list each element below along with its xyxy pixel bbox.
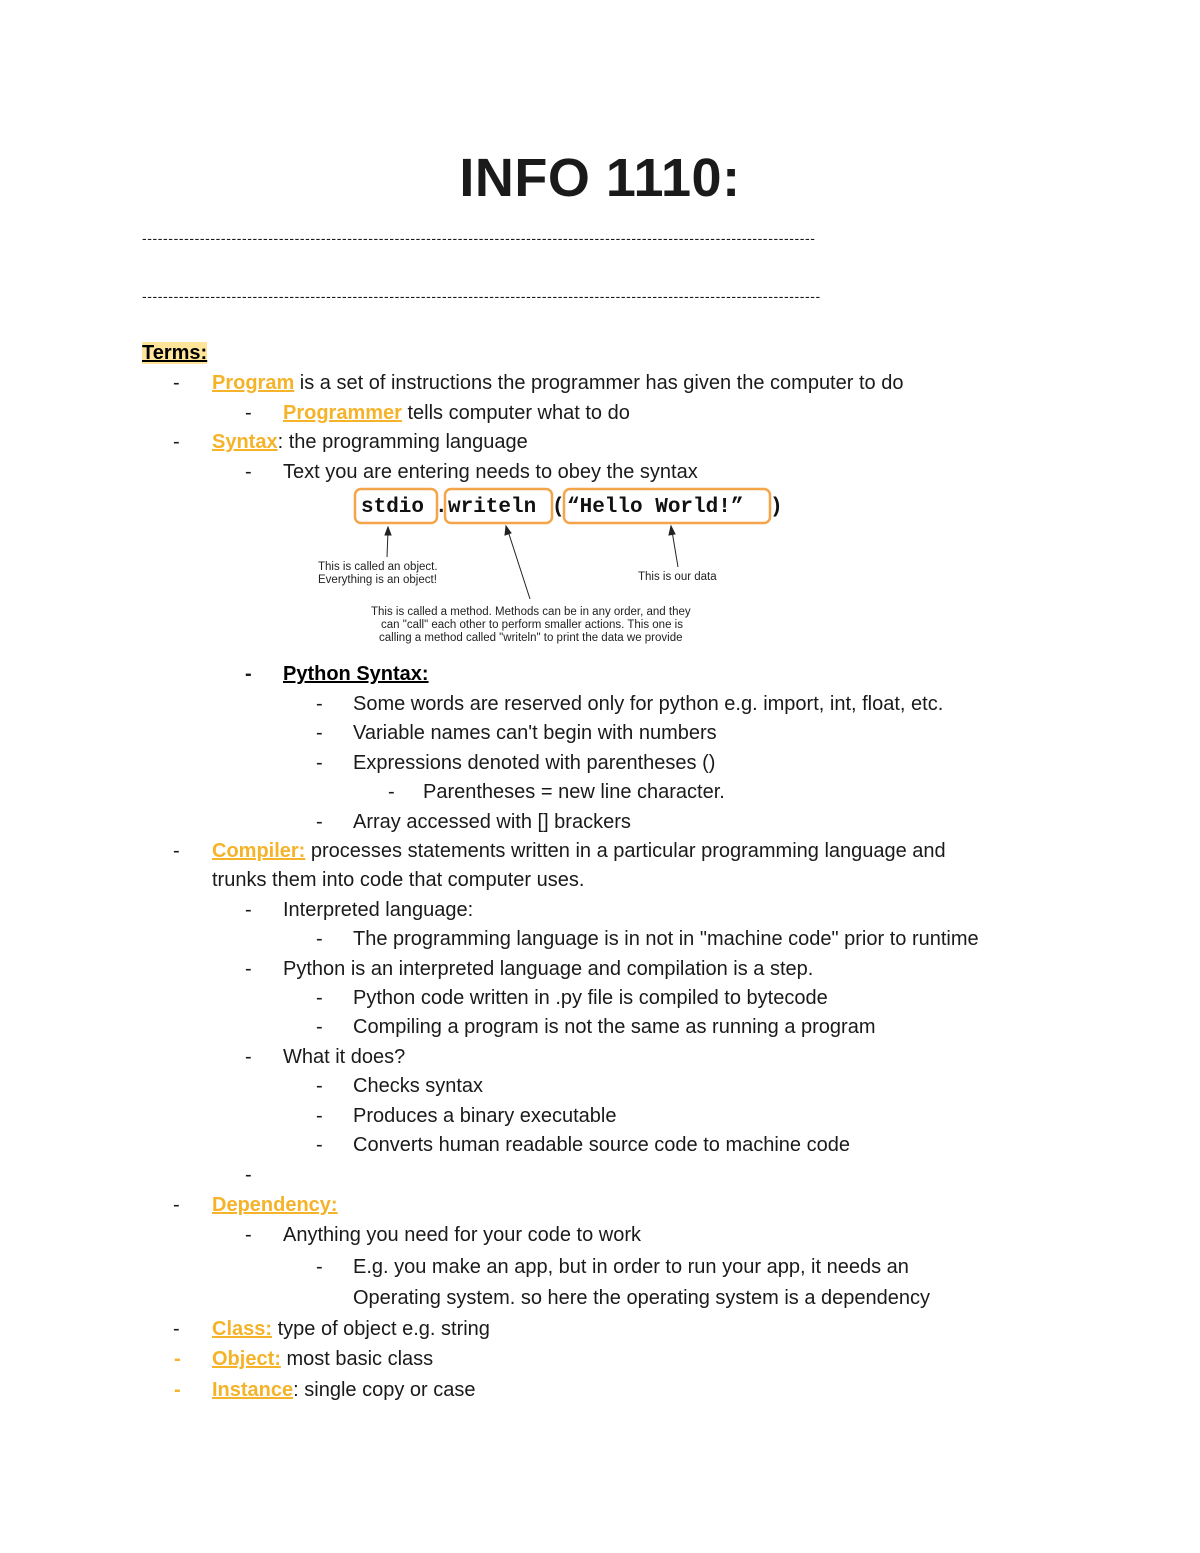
item-programmer	[283, 398, 630, 428]
bullet: -	[316, 693, 323, 715]
arrow-data	[672, 531, 678, 567]
code-close-paren: )	[770, 496, 783, 519]
bullet: -	[388, 781, 395, 803]
code-open-paren: (	[552, 496, 565, 519]
bullet: -	[174, 1348, 181, 1370]
item-syntax	[212, 427, 528, 457]
term-programmer: Programmer	[283, 402, 402, 424]
item-instance	[212, 1375, 475, 1405]
class-text: type of object e.g. string	[272, 1318, 490, 1340]
code-method: writeln	[448, 496, 537, 519]
bullet: -	[316, 722, 323, 744]
arrow-method-head	[505, 526, 511, 535]
dependency-example: E.g. you make an app, but in order to run your app, it needs an	[353, 1256, 909, 1278]
term-compiler: Compiler:	[212, 840, 306, 862]
bullet: -	[245, 461, 252, 483]
code-object: stdio	[361, 496, 425, 519]
python-bytecode: Python code written in .py file is compiled to bytecode	[353, 987, 828, 1009]
page-title: INFO 1110:	[459, 148, 741, 208]
divider-bottom: ---------------------------------------------------------------------------------------------------------------------------------	[142, 288, 821, 304]
term-class: Class:	[212, 1318, 273, 1340]
item-object	[212, 1344, 433, 1374]
what-it-does: What it does?	[283, 1046, 406, 1068]
does-binary: Produces a binary executable	[353, 1105, 617, 1127]
does-converts: Converts human readable source code to machine code	[353, 1134, 850, 1156]
bullet: -	[173, 840, 180, 862]
python-syntax-heading	[283, 659, 429, 689]
note-method-2: can "call" each other to perform smaller actions. This one is	[381, 619, 683, 631]
bullet: -	[245, 1164, 252, 1186]
bullet: -	[316, 752, 323, 774]
bullet: -	[173, 1318, 180, 1340]
bullet: -	[316, 1075, 323, 1097]
bullet: -	[316, 811, 323, 833]
python-rule-variables: Variable names can't begin with numbers	[353, 722, 717, 744]
terms-heading	[142, 338, 207, 368]
dependency-example-cont: Operating system. so here the operating system is a dependency	[353, 1287, 930, 1309]
bullet: -	[316, 1105, 323, 1127]
bullet: -	[173, 431, 180, 453]
item-dependency	[212, 1190, 338, 1220]
object-text: most basic class	[280, 1348, 434, 1370]
compiling-vs-running: Compiling a program is not the same as running a program	[353, 1016, 876, 1038]
item-compiler	[212, 836, 946, 866]
note-data: This is our data	[638, 571, 717, 583]
note-object-2: Everything is an object!	[318, 574, 437, 586]
bullet: -	[245, 402, 252, 424]
program-text: is a set of instructions the programmer has given the computer to do	[294, 372, 904, 394]
syntax-text: : the programming language	[277, 431, 528, 453]
note-object-1: This is called an object.	[318, 561, 438, 573]
bullet: -	[245, 663, 252, 685]
code-dot: .	[435, 496, 448, 519]
python-rule-reserved: Some words are reserved only for python e.g. import, int, float, etc.	[353, 693, 944, 715]
interpreted-language: Interpreted language:	[283, 899, 474, 921]
bullet: -	[245, 1224, 252, 1246]
syntax-sub: Text you are entering needs to obey the syntax	[283, 461, 698, 483]
bullet: -	[173, 1194, 180, 1216]
bullet: -	[316, 987, 323, 1009]
arrow-object-head	[385, 527, 391, 535]
note-method-1: This is called a method. Methods can be in any order, and they	[371, 606, 691, 618]
term-dependency: Dependency:	[212, 1194, 338, 1216]
python-interpreted: Python is an interpreted language and compilation is a step.	[283, 958, 814, 980]
programmer-text: tells computer what to do	[401, 402, 630, 424]
term-program: Program	[212, 372, 295, 394]
note-method-3: calling a method called "writeln" to print the data we provide	[379, 632, 683, 644]
bullet: -	[316, 928, 323, 950]
instance-text: : single copy or case	[293, 1379, 476, 1401]
bullet: -	[316, 1016, 323, 1038]
bullet: -	[245, 958, 252, 980]
python-rule-parentheses: Parentheses = new line character.	[423, 781, 725, 803]
does-checks-syntax: Checks syntax	[353, 1075, 484, 1097]
term-syntax: Syntax	[212, 431, 278, 453]
syntax-diagram	[300, 485, 820, 655]
bullet: -	[174, 1379, 181, 1401]
compiler-text-cont: trunks them into code that computer uses.	[212, 869, 585, 891]
term-object: Object:	[212, 1348, 281, 1370]
bullet: -	[245, 899, 252, 921]
dependency-definition: Anything you need for your code to work	[283, 1224, 641, 1246]
code-data: “Hello World!”	[567, 496, 744, 519]
python-rule-expressions: Expressions denoted with parentheses ()	[353, 752, 716, 774]
bullet: -	[316, 1256, 323, 1278]
bullet: -	[173, 372, 180, 394]
divider-top: --------------------------------------------------------------------------------------------------------------------------------	[142, 230, 816, 246]
item-class	[212, 1314, 490, 1344]
terms-heading-label: Terms:	[142, 342, 208, 364]
interpreted-detail: The programming language is in not in "machine code" prior to runtime	[353, 928, 979, 950]
bullet: -	[316, 1134, 323, 1156]
bullet: -	[245, 1046, 252, 1068]
python-syntax-label: Python Syntax:	[283, 663, 429, 685]
compiler-text: processes statements written in a particular programming language and	[305, 840, 946, 862]
python-rule-arrays: Array accessed with [] brackers	[353, 811, 631, 833]
arrow-method	[508, 531, 530, 599]
term-instance: Instance	[212, 1379, 294, 1401]
arrow-data-head	[669, 526, 675, 535]
item-program	[212, 368, 903, 398]
